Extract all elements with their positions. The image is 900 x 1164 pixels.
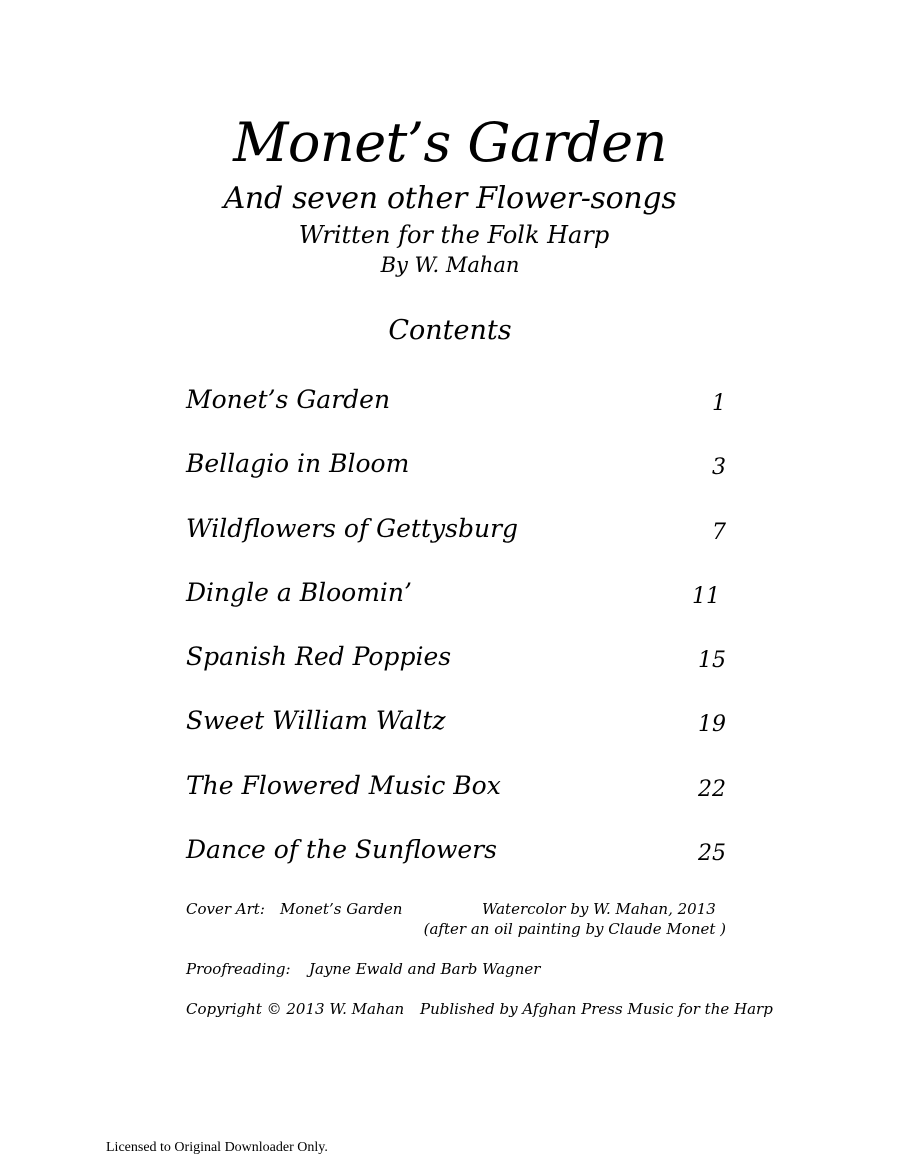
publisher-notice: Published by Afghan Press Music for the Harp	[420, 1000, 773, 1018]
toc-entry-title: Spanish Red Poppies	[186, 642, 452, 672]
toc-entry-title: Bellagio in Bloom	[186, 449, 410, 479]
toc-entry	[186, 701, 728, 765]
toc-entry-page: 15	[698, 648, 726, 674]
book-subtitle: And seven other Flower-songs	[223, 181, 677, 216]
proofreading-label: Proofreading:	[186, 960, 291, 978]
toc-entry-page: 11	[692, 583, 720, 609]
toc-entry-page: 25	[698, 841, 726, 867]
toc-entry	[186, 830, 728, 894]
instrument-line: Written for the Folk Harp	[298, 221, 610, 249]
toc-entry-page: 22	[698, 776, 726, 802]
toc-entry	[186, 509, 728, 573]
copyright-notice: Copyright © 2013 W. Mahan	[186, 1000, 405, 1018]
toc-entry-title: Dance of the Sunflowers	[186, 835, 497, 865]
toc-entry	[186, 444, 728, 508]
toc-entry-title: Sweet William Waltz	[186, 706, 446, 736]
toc-entry-page: 3	[712, 455, 726, 481]
toc-entry-page: 7	[712, 519, 726, 545]
author-line: By W. Mahan	[380, 253, 520, 277]
toc-entry-title: Monet’s Garden	[186, 385, 391, 414]
toc-entry-title: Dingle a Bloomin’	[186, 577, 412, 607]
license-notice: Licensed to Original Downloader Only.	[106, 1140, 328, 1155]
toc-entry	[186, 380, 728, 444]
book-title: Monet’s Garden	[233, 111, 667, 174]
proofreading-names: Jayne Ewald and Barb Wagner	[309, 960, 541, 978]
toc-entry-page: 1	[712, 391, 726, 416]
cover-art-title: Monet’s Garden	[280, 900, 403, 918]
table-of-contents	[186, 380, 728, 894]
toc-entry	[186, 637, 728, 701]
toc-entry-title: The Flowered Music Box	[186, 770, 501, 800]
toc-entry-page: 19	[698, 712, 726, 738]
watercolor-credit: Watercolor by W. Mahan, 2013	[482, 900, 716, 918]
cover-art-label: Cover Art:	[186, 900, 265, 918]
toc-entry	[186, 766, 728, 830]
contents-heading: Contents	[388, 315, 512, 346]
toc-entry-title: Wildflowers of Gettysburg	[186, 513, 519, 543]
toc-entry	[186, 573, 728, 637]
painting-attribution: (after an oil painting by Claude Monet )	[423, 920, 726, 938]
